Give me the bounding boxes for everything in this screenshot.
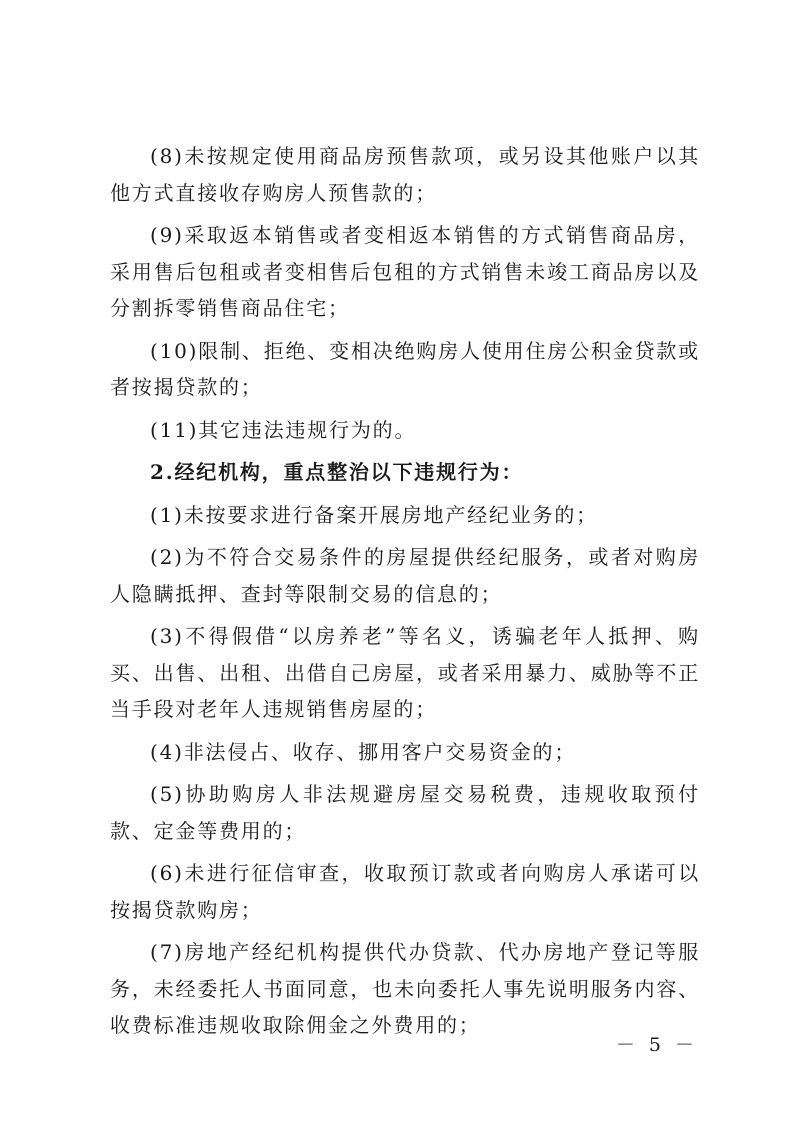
paragraph-item-8: (8)未按规定使用商品房预售款项，或另设其他账户以其他方式直接收存购房人预售款的； xyxy=(110,144,700,205)
page-number: － 5 － xyxy=(615,1034,698,1056)
paragraph-broker-item-1: (1)未按要求进行备案开展房地产经纪业务的； xyxy=(150,502,598,527)
section-heading-brokerage: 2.经纪机构，重点整治以下违规行为： xyxy=(150,460,524,484)
paragraph-broker-item-2: (2)为不符合交易条件的房屋提供经纪服务，或者对购房人隐瞒抵押、查封等限制交易的信息的； xyxy=(110,545,700,606)
paragraph-broker-item-4: (4)非法侵占、收存、挪用客户交易资金的； xyxy=(150,739,577,764)
paragraph-item-9: (9)采取返本销售或者变相返本销售的方式销售商品房，采用售后包租或者变相售后包租的方式销售未竣工商品房以及分割拆零销售商品住宅； xyxy=(110,223,700,320)
paragraph-broker-item-6: (6)未进行征信审查，收取预订款或者向购房人承诺可以按揭贷款购房； xyxy=(110,861,700,922)
paragraph-item-11: (11)其它违法违规行为的。 xyxy=(150,417,417,442)
paragraph-item-10: (10)限制、拒绝、变相决绝购房人使用住房公积金贷款或者按揭贷款的； xyxy=(110,338,700,399)
paragraph-broker-item-5: (5)协助购房人非法规避房屋交易税费，违规收取预付款、定金等费用的； xyxy=(110,782,700,843)
document-body xyxy=(110,138,700,1050)
paragraph-broker-item-7: (7)房地产经纪机构提供代办贷款、代办房地产登记等服务，未经委托人书面同意，也未向委托人事先说明服务内容、收费标准违规收取除佣金之外费用的； xyxy=(110,940,700,1037)
paragraph-broker-item-3: (3)不得假借“以房养老”等名义，诱骗老年人抵押、购买、出售、出租、出借自己房屋，或者采用暴力、威胁等不正当手段对老年人违规销售房屋的； xyxy=(110,624,700,721)
